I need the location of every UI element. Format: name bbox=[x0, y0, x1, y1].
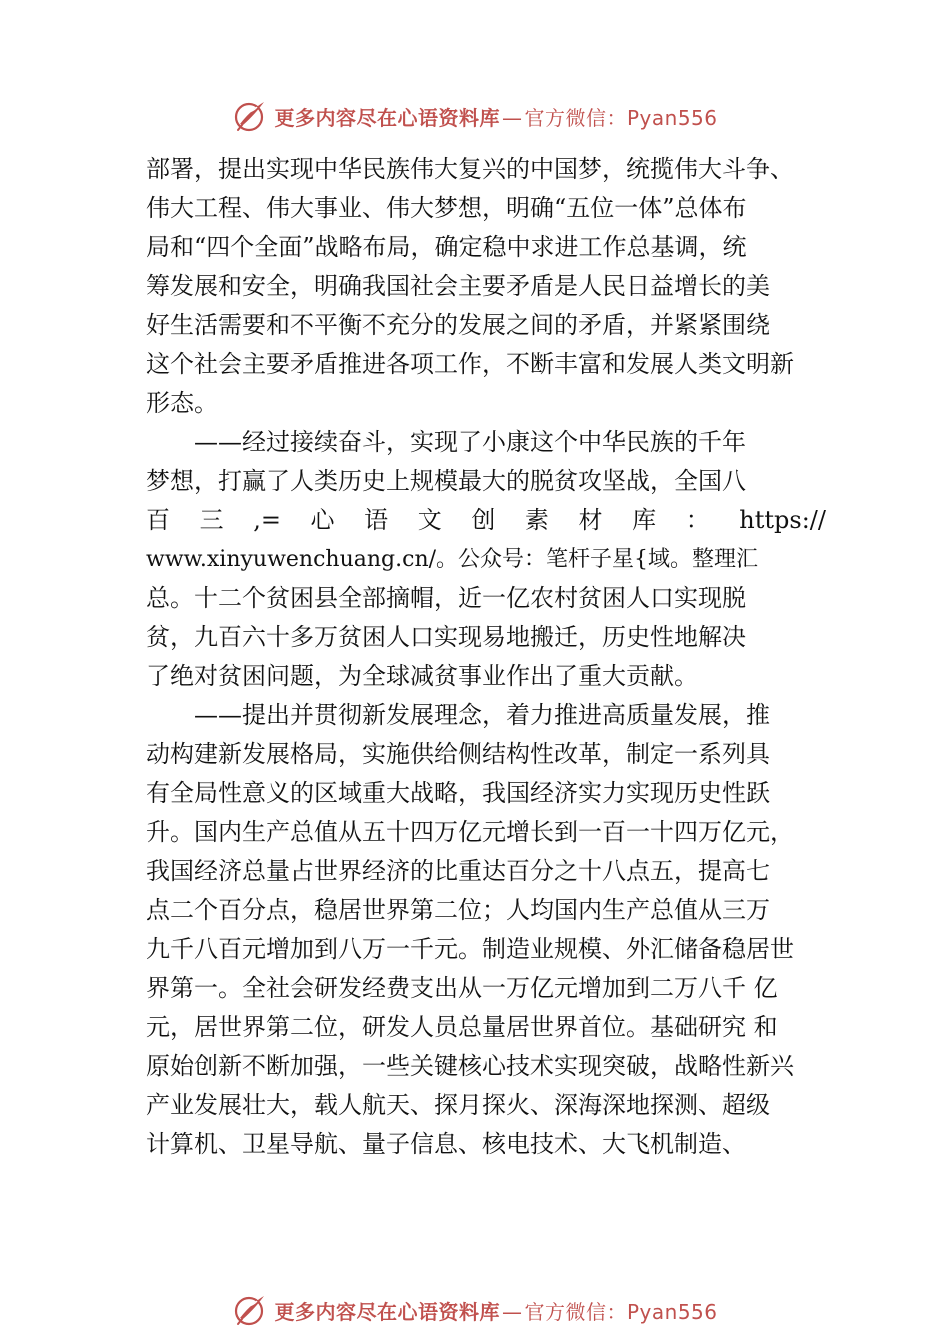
text-line: 九千八百元增加到八万一千元。制造业规模、外汇储备稳居世 bbox=[146, 935, 794, 963]
spread-char: 文 bbox=[417, 506, 442, 534]
paragraph-start-line: ——提出并贯彻新发展理念，着力推进高质量发展，推 bbox=[194, 701, 770, 729]
banner-text bbox=[274, 1296, 717, 1325]
text-line: 了绝对贫困问题，为全球减贫事业作出了重大贡献。 bbox=[146, 662, 698, 690]
spread-char: 百 bbox=[146, 506, 170, 534]
paragraph-start-line: ——经过接续奋斗，实现了小康这个中华民族的千年 bbox=[194, 428, 746, 456]
text-line: 原始创新不断加强，一些关键核心技术实现突破，战略性新兴 bbox=[146, 1052, 794, 1080]
quill-pen-icon bbox=[232, 98, 268, 134]
text-line: 部署，提出实现中华民族伟大复兴的中国梦，统揽伟大斗争、 bbox=[146, 155, 794, 183]
text-line: 升。国内生产总值从五十四万亿元增长到一百一十四万亿元， bbox=[146, 818, 794, 846]
banner-wechat-label: 官方微信： bbox=[524, 105, 627, 130]
spread-char: 三 bbox=[199, 506, 224, 534]
spread-char: 心 bbox=[310, 506, 335, 534]
spread-char: ,= bbox=[253, 506, 281, 534]
text-line: 好生活需要和不平衡不充分的发展之间的矛盾，并紧紧围绕 bbox=[146, 311, 770, 339]
banner-separator: — bbox=[501, 105, 523, 130]
text-line: 产业发展壮大，载人航天、探月探火、深海深地探测、超级 bbox=[146, 1091, 770, 1119]
text-line: 总。十二个贫困县全部摘帽，近一亿农村贫困人口实现脱 bbox=[146, 584, 746, 612]
text-line: 计算机、卫星导航、量子信息、核电技术、大飞机制造、 bbox=[146, 1130, 746, 1158]
quill-pen-icon bbox=[232, 1292, 268, 1328]
text-line: 形态。 bbox=[146, 389, 218, 417]
spread-char: 库 bbox=[632, 506, 657, 534]
text-line: 界第一。全社会研发经费支出从一万亿元增加到二万八千 亿 bbox=[146, 974, 778, 1002]
text-line: 点二个百分点，稳居世界第二位；人均国内生产总值从三万 bbox=[146, 896, 770, 924]
header-banner bbox=[0, 96, 950, 136]
spread-char: 语 bbox=[364, 506, 389, 534]
spread-char: 材 bbox=[578, 506, 603, 534]
spread-url: https:// bbox=[739, 506, 826, 534]
banner-wechat-label: 官方微信： bbox=[524, 1299, 627, 1324]
banner-text bbox=[274, 102, 717, 131]
spread-char: 素 bbox=[524, 506, 549, 534]
text-line: 元，居世界第二位，研发人员总量居世界首位。基础研究 和 bbox=[146, 1013, 778, 1041]
text-line: 我国经济总量占世界经济的比重达百分之十八点五，提高七 bbox=[146, 857, 770, 885]
banner-title: 更多内容尽在心语资料库 bbox=[274, 1299, 500, 1324]
banner-wechat-id: Pyan556 bbox=[626, 105, 718, 130]
text-line: 局和“四个全面”战略布局，确定稳中求进工作总基调，统 bbox=[146, 233, 747, 261]
footer-banner bbox=[0, 1290, 950, 1330]
text-line: 贫，九百六十多万贫困人口实现易地搬迁，历史性地解决 bbox=[146, 623, 746, 651]
text-line: 筹发展和安全，明确我国社会主要矛盾是人民日益增长的美 bbox=[146, 272, 770, 300]
document-body bbox=[146, 150, 826, 1164]
text-line: 有全局性意义的区域重大战略，我国经济实力实现历史性跃 bbox=[146, 779, 770, 807]
text-line: 这个社会主要矛盾推进各项工作，不断丰富和发展人类文明新 bbox=[146, 350, 794, 378]
spread-text-line bbox=[146, 501, 826, 540]
banner-separator: — bbox=[501, 1299, 523, 1324]
text-line-url: www.xinyuwenchuang.cn/。公众号：笔杆子星{域。整理汇 bbox=[146, 547, 759, 572]
banner-wechat-id: Pyan556 bbox=[626, 1299, 718, 1324]
text-line: 动构建新发展格局，实施供给侧结构性改革，制定一系列具 bbox=[146, 740, 770, 768]
spread-char: 创 bbox=[471, 506, 496, 534]
text-line: 伟大工程、伟大事业、伟大梦想，明确“五位一体”总体布 bbox=[146, 194, 747, 222]
text-line: 梦想，打赢了人类历史上规模最大的脱贫攻坚战，全国八 bbox=[146, 467, 746, 495]
banner-title: 更多内容尽在心语资料库 bbox=[274, 105, 500, 130]
spread-char: ： bbox=[685, 506, 710, 534]
